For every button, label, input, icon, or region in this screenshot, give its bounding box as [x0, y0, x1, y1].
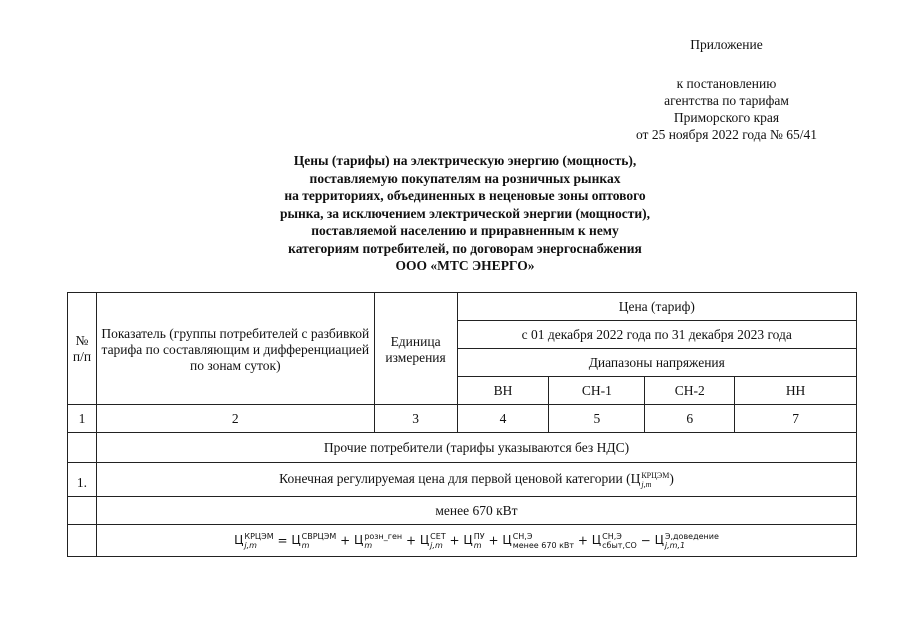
appendix-line: агентства по тарифам — [664, 93, 789, 108]
title-line: Цены (тарифы) на электрическую энергию (мощность), — [293, 153, 637, 168]
header-unit: Единица измерения — [374, 293, 457, 405]
formula-term: Ц Э,доведение j,m,1 — [654, 531, 719, 550]
formula-equals: = — [277, 533, 288, 547]
row-text: Конечная регулируемая цена для первой ценовой категории (Ц — [279, 470, 641, 486]
header-voltage-vn: ВН — [457, 377, 549, 405]
row-symbol-sub: j,m — [641, 479, 652, 489]
formula-lhs: Ц КРЦЭМ j,m — [234, 531, 274, 550]
formula-plus: + — [488, 533, 499, 547]
header-period: с 01 декабря 2022 года по 31 декабря 2023 года — [457, 321, 856, 349]
appendix-block — [636, 36, 817, 143]
empty-cell — [68, 525, 97, 557]
header-voltage-sn2: СН-2 — [645, 377, 735, 405]
appendix-date: от 25 ноября 2022 года № 65/41 — [635, 127, 817, 142]
title-line: категориям потребителей, по договорам энергоснабжения — [288, 240, 642, 256]
price-formula — [96, 525, 856, 557]
formula-plus: + — [340, 533, 351, 547]
title-line: поставляемую покупателям на розничных рынках — [309, 170, 621, 186]
formula-term: Ц розн_ген m — [353, 531, 403, 550]
title-line: ООО «МТС ЭНЕРГО» — [395, 258, 535, 273]
row-final-price — [96, 463, 856, 497]
row-close: ) — [669, 470, 674, 486]
appendix-line: Приморского края — [673, 110, 780, 125]
document-title — [200, 152, 730, 275]
subrow-capacity: менее 670 кВт — [96, 497, 856, 525]
formula-term: Ц СН,Э сбыт,СО — [591, 531, 637, 550]
column-number: 7 — [735, 405, 857, 433]
header-voltage-sn1: СН-1 — [549, 377, 645, 405]
row-symbol-sup: КРЦЭМ — [641, 470, 670, 480]
header-indicator: Показатель (группы потребителей с разбивкой тарифа по составляющим и дифференциацией по зонам суток) — [96, 293, 374, 405]
column-number: 3 — [374, 405, 457, 433]
row-number: 1. — [68, 463, 97, 497]
formula-term: Ц ПУ m — [463, 531, 485, 550]
formula-plus: + — [449, 533, 460, 547]
section-title: Прочие потребители (тарифы указываются без НДС) — [96, 433, 856, 463]
formula-term: Ц СВРЦЭМ m — [291, 531, 337, 550]
title-line: рынка, за исключением электрической энергии (мощности), — [279, 205, 651, 221]
column-number: 5 — [549, 405, 645, 433]
header-voltage-ranges: Диапазоны напряжения — [457, 349, 856, 377]
formula-minus: − — [640, 533, 651, 547]
empty-cell — [68, 497, 97, 525]
empty-cell — [68, 433, 97, 463]
tariff-table — [67, 292, 857, 557]
formula-plus: + — [405, 533, 417, 547]
formula-term: Ц СН,Э менее 670 кВт — [502, 531, 575, 550]
title-line: на территориях, объединенных в неценовые зоны оптового — [284, 188, 646, 203]
header-voltage-nn: НН — [735, 377, 857, 405]
header-number: № п/п — [68, 293, 97, 405]
title-line: поставляемой населению и приравненным к нему — [311, 223, 619, 238]
column-number: 6 — [645, 405, 735, 433]
column-number: 1 — [68, 405, 97, 433]
column-number: 4 — [457, 405, 549, 433]
column-number: 2 — [96, 405, 374, 433]
appendix-heading: Приложение — [690, 37, 763, 52]
appendix-line: к постановлению — [676, 76, 777, 91]
header-price: Цена (тариф) — [457, 293, 856, 321]
formula-plus: + — [577, 533, 588, 547]
row-symbol-indices — [641, 471, 669, 489]
formula-term: Ц СЕТ j,m — [419, 531, 446, 550]
